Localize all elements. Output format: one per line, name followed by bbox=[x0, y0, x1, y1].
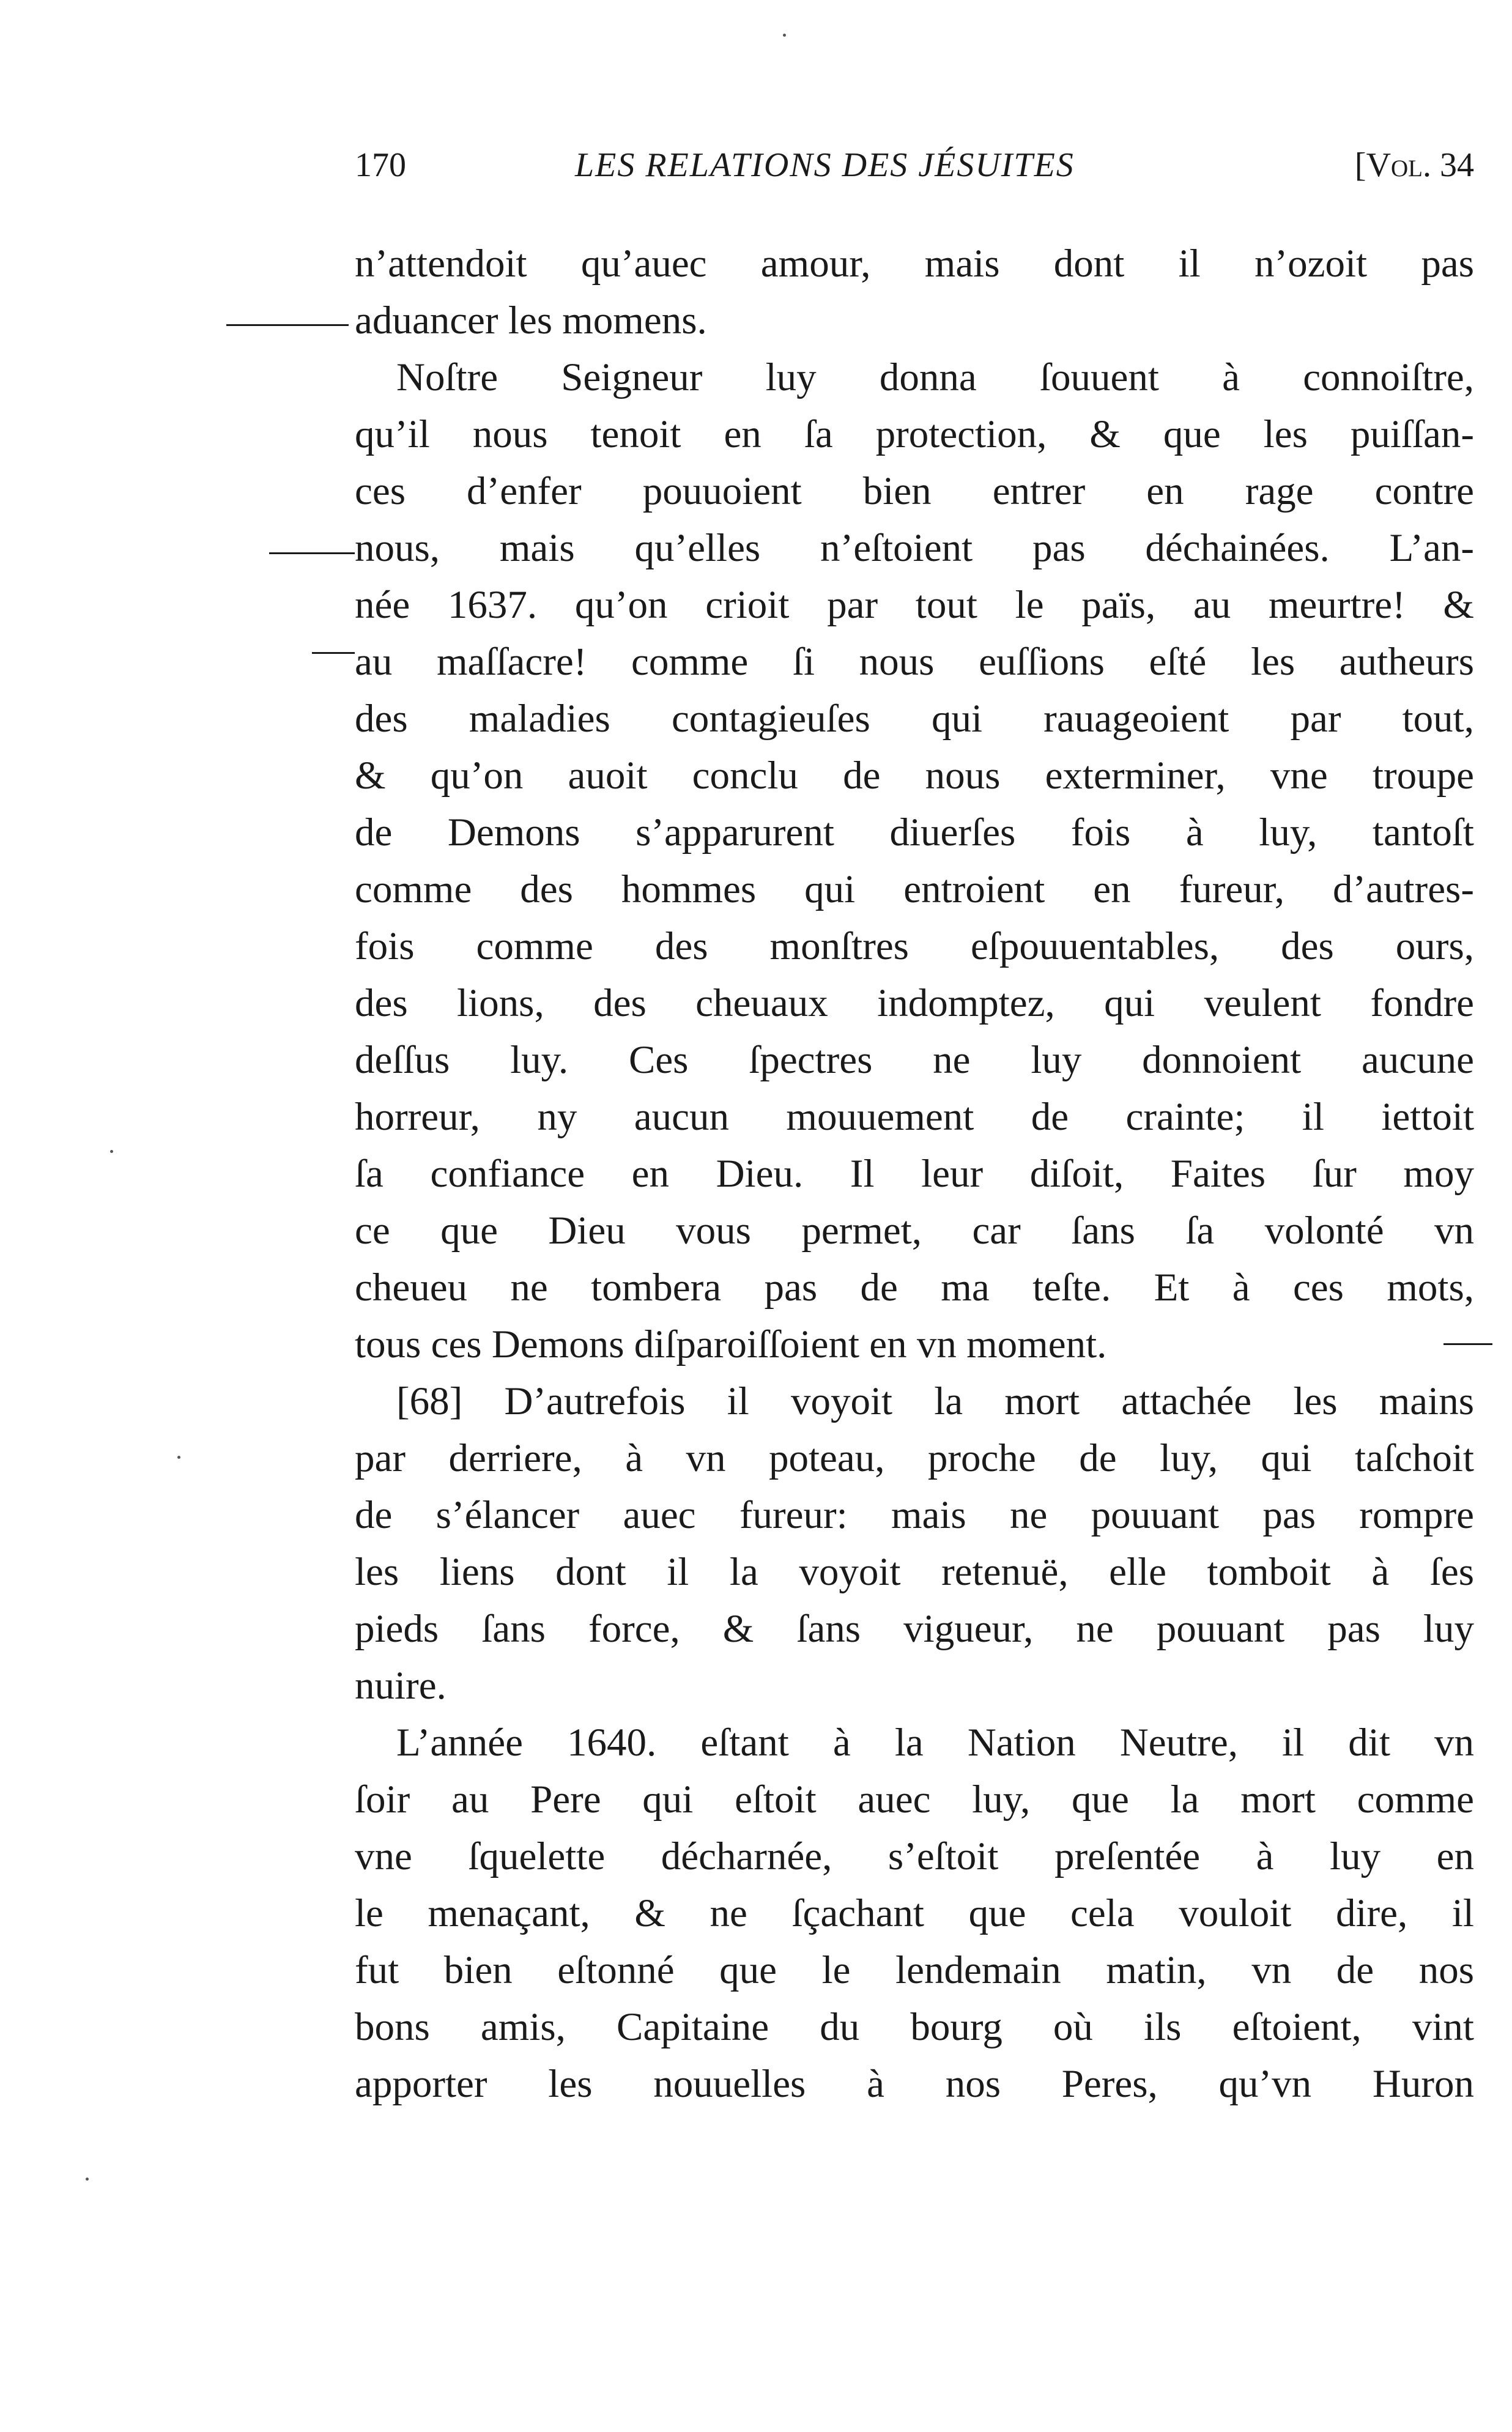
text-line: [68] D’autrefois il voyoit la mort attachée les mains bbox=[396, 1379, 1474, 1423]
text-line: Noſtre Seigneur luy donna ſouuent à connoiſtre, bbox=[396, 355, 1474, 399]
page-header bbox=[355, 146, 1474, 201]
running-title: LES RELATIONS DES JÉSUITES bbox=[575, 146, 1075, 184]
text-line: bons amis, Capitaine du bourg où ils eſtoient, vint bbox=[355, 2005, 1474, 2049]
text-line: comme des hommes qui entroient en fureur, d’autres- bbox=[355, 867, 1474, 911]
text-line: tous ces Demons diſparoiſſoient en vn moment. bbox=[355, 1322, 1107, 1366]
margin-mark bbox=[226, 324, 349, 326]
scan-speck bbox=[86, 2178, 89, 2181]
text-line: L’année 1640. eſtant à la Nation Neutre, il dit vn bbox=[396, 1721, 1474, 1765]
text-line: cheueu ne tombera pas de ma teſte. Et à ces mots, bbox=[355, 1266, 1474, 1310]
text-line: les liens dont il la voyoit retenuë, elle tomboit à ſes bbox=[355, 1550, 1474, 1594]
text-line: par derriere, à vn poteau, proche de luy, qui taſchoit bbox=[355, 1436, 1474, 1480]
text-line: nous, mais qu’elles n’eſtoient pas déchainées. L’an- bbox=[355, 526, 1474, 570]
text-line: aduancer les momens. bbox=[355, 298, 707, 343]
text-line: horreur, ny aucun mouuement de crainte; il iettoit bbox=[355, 1095, 1474, 1139]
margin-mark bbox=[269, 552, 355, 554]
text-line: qu’il nous tenoit en ſa protection, & que les puiſſan- bbox=[355, 412, 1474, 456]
text-line: de s’élancer auec fureur: mais ne pouuant pas rompre bbox=[355, 1493, 1474, 1537]
text-line: née 1637. qu’on crioit par tout le païs, au meurtre! & bbox=[355, 583, 1474, 627]
text-line: ce que Dieu vous permet, car ſans ſa volonté vn bbox=[355, 1209, 1474, 1253]
margin-mark bbox=[312, 652, 355, 654]
page-number: 170 bbox=[355, 146, 406, 184]
text-line: deſſus luy. Ces ſpectres ne luy donnoient aucune bbox=[355, 1038, 1474, 1082]
text-line: fut bien eſtonné que le lendemain matin, vn de nos bbox=[355, 1948, 1474, 1992]
text-line: fois comme des monſtres eſpouuentables, des ours, bbox=[355, 924, 1474, 968]
text-line: vne ſquelette décharnée, s’eſtoit preſentée à luy en bbox=[355, 1834, 1474, 1878]
text-line: & qu’on auoit conclu de nous exterminer, vne troupe bbox=[355, 754, 1474, 798]
text-line: ſa confiance en Dieu. Il leur diſoit, Faites ſur moy bbox=[355, 1152, 1474, 1196]
text-line: au maſſacre! comme ſi nous euſſions eſté les autheurs bbox=[355, 640, 1474, 684]
text-line: nuire. bbox=[355, 1664, 447, 1708]
text-line: des lions, des cheuaux indomptez, qui veulent fondre bbox=[355, 981, 1474, 1025]
scan-speck bbox=[783, 34, 786, 37]
text-line: le menaçant, & ne ſçachant que cela vouloit dire, il bbox=[355, 1891, 1474, 1935]
scan-speck bbox=[110, 1150, 113, 1153]
text-line: ces d’enfer pouuoient bien entrer en rage contre bbox=[355, 469, 1474, 513]
scan-speck bbox=[177, 1456, 180, 1459]
text-line: de Demons s’apparurent diuerſes fois à luy, tantoſt bbox=[355, 810, 1474, 855]
volume-label: [Vol. 34 bbox=[1354, 146, 1474, 184]
text-line: n’attendoit qu’auec amour, mais dont il n’ozoit pas bbox=[355, 242, 1474, 286]
text-line: pieds ſans force, & ſans vigueur, ne pouuant pas luy bbox=[355, 1607, 1474, 1651]
text-line: apporter les nouuelles à nos Peres, qu’vn Huron bbox=[355, 2062, 1474, 2106]
text-line: ſoir au Pere qui eſtoit auec luy, que la mort comme bbox=[355, 1778, 1474, 1822]
text-line: des maladies contagieuſes qui rauageoient par tout, bbox=[355, 697, 1474, 741]
main-text bbox=[355, 235, 1474, 2113]
